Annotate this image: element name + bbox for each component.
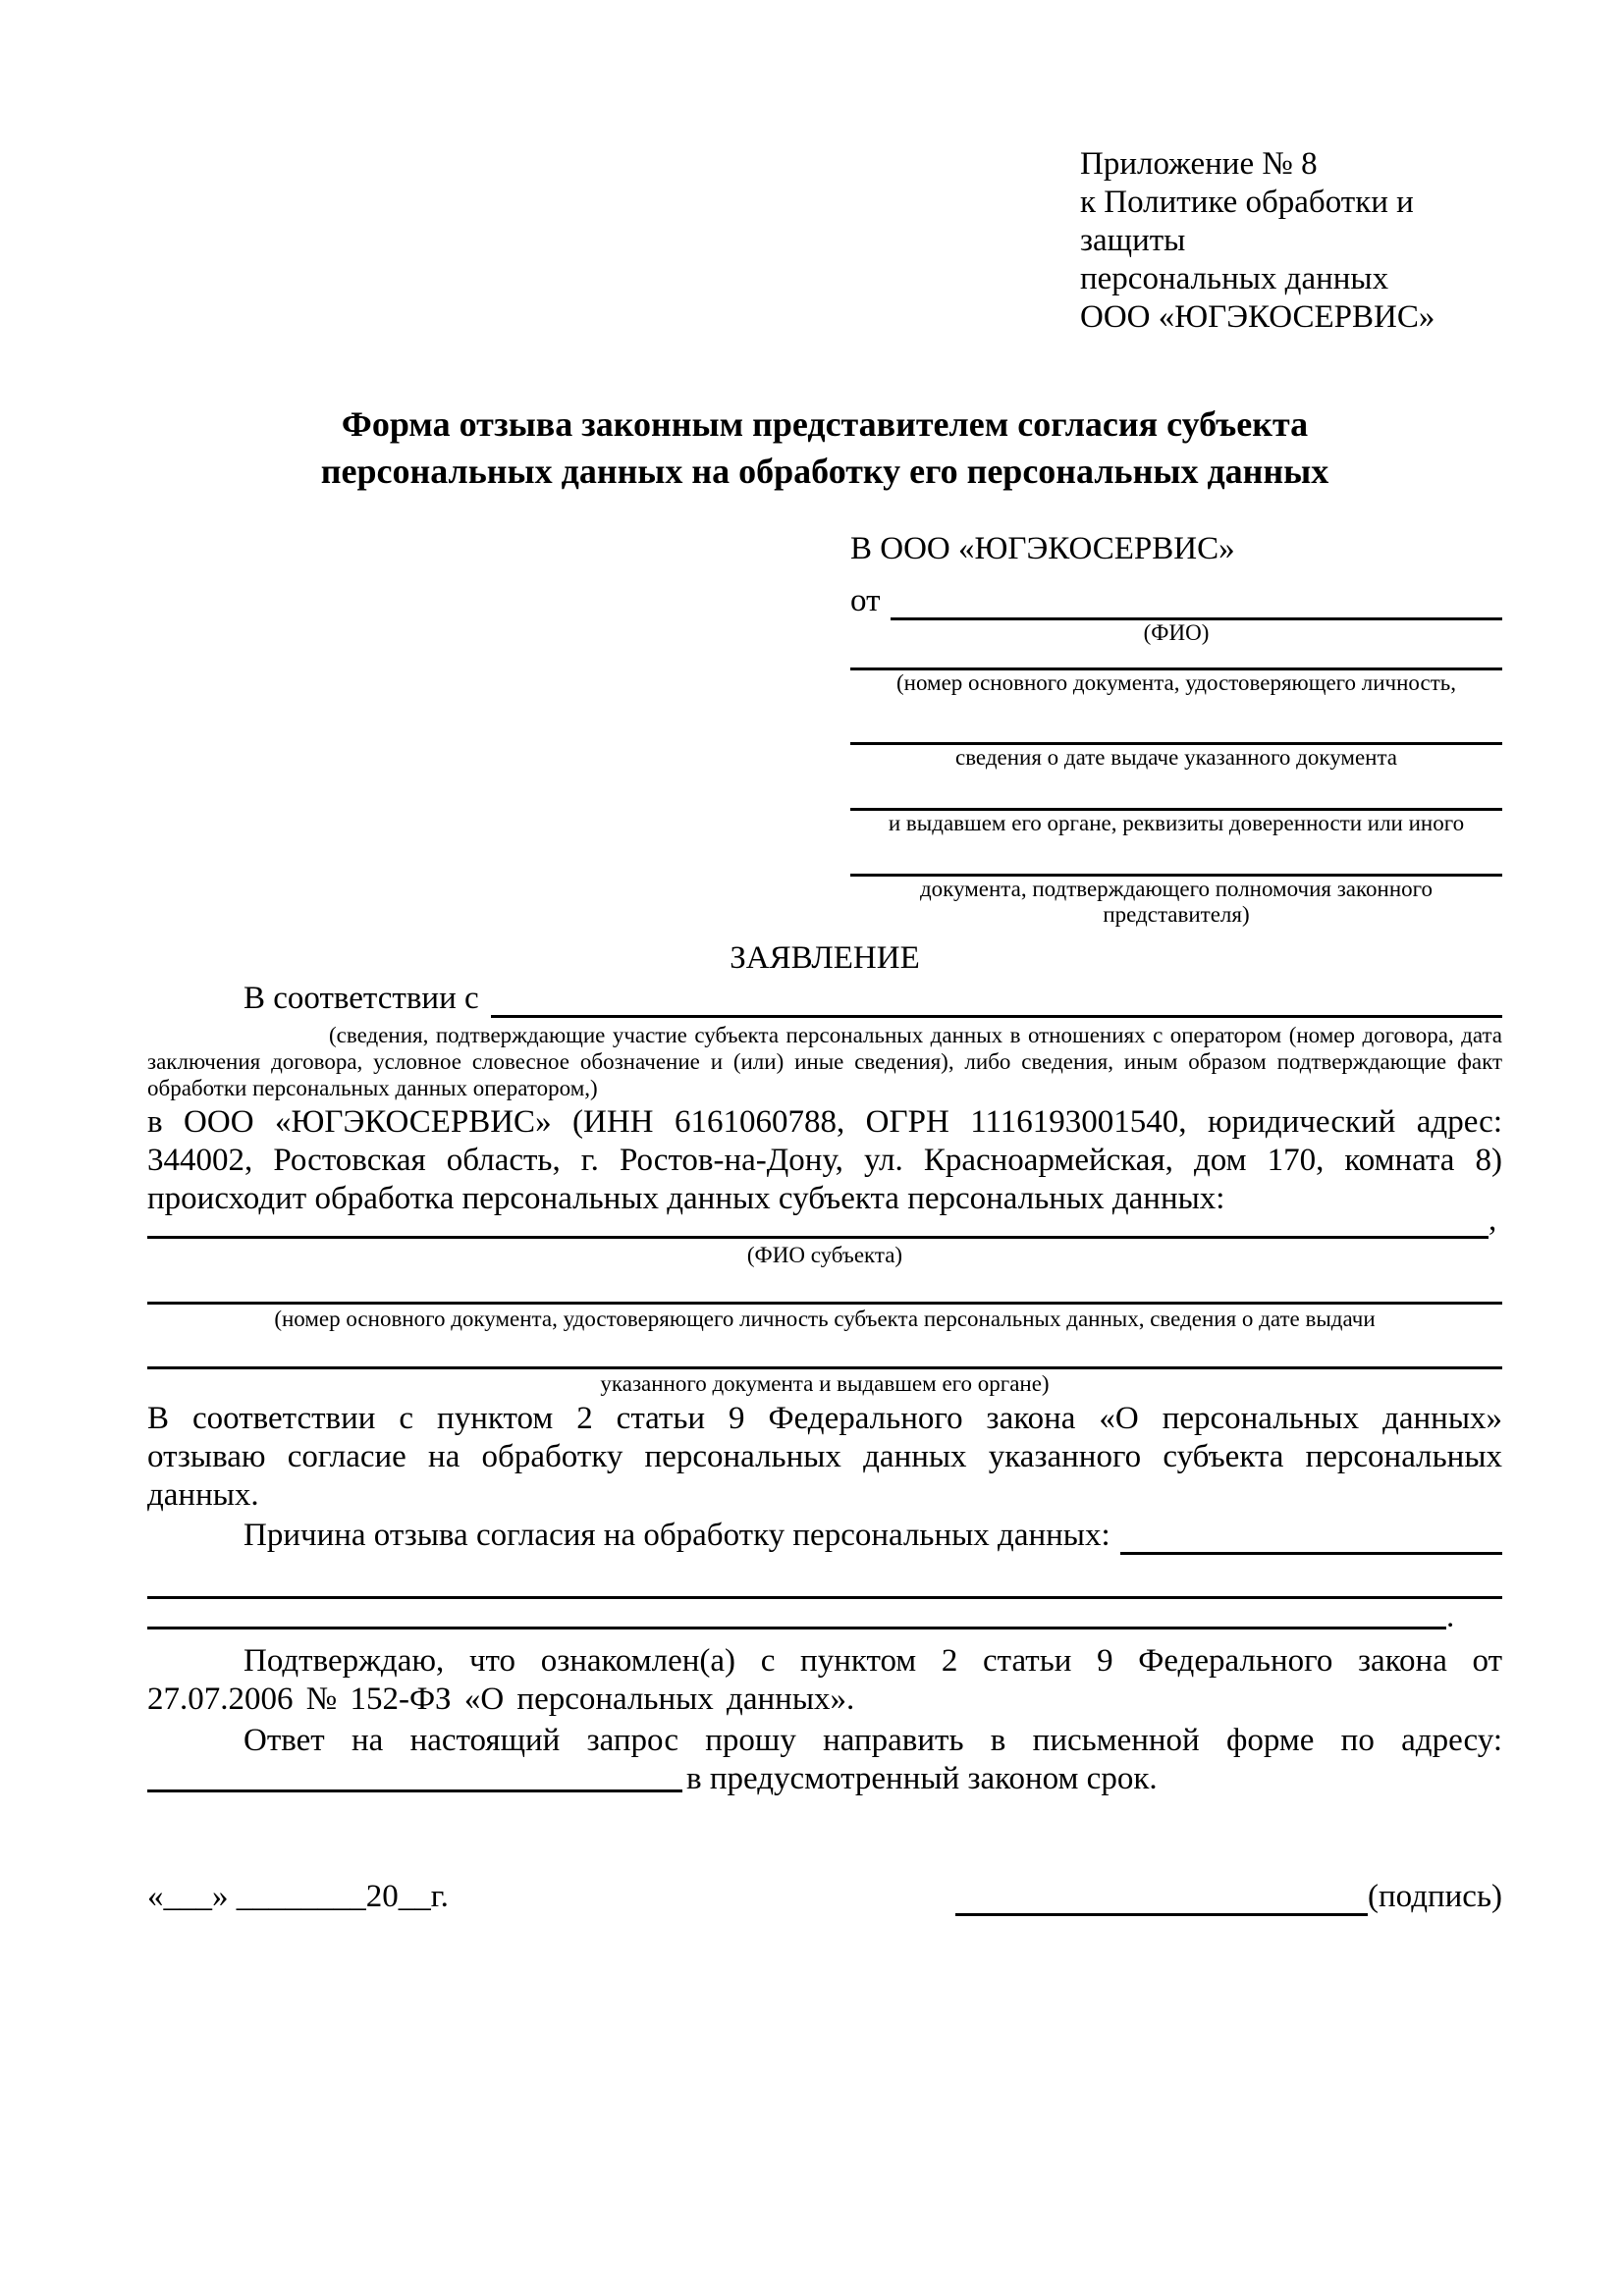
addressee-org: В ООО «ЮГЭКОСЕРВИС»: [850, 531, 1235, 566]
annex-reference: [1080, 145, 1512, 337]
fio-caption: (ФИО): [1143, 620, 1210, 645]
reply-tail: в предусмотренный законом срок.: [686, 1761, 1158, 1796]
reply-paragraph: Ответ на настоящий запрос прошу направить в письменной форме по адресу:: [244, 1723, 1502, 1758]
signature-caption: (подпись): [1368, 1879, 1502, 1914]
page-title-line-2: персональных данных на обработку его персональных данных: [320, 452, 1329, 491]
representative-doc-caption-4: документа, подтверждающего полномочия законного представителя): [919, 877, 1433, 927]
subject-fio-field-line[interactable]: [147, 1201, 1489, 1239]
subject-doc-caption-1: (номер основного документа, удостоверяющего личность субъекта персональных данных, сведения о дате выдачи: [274, 1307, 1376, 1331]
subject-fio-caption: (ФИО субъекта): [746, 1243, 903, 1267]
annex-line: к Политике обработки и защиты: [1080, 185, 1414, 258]
representative-doc-caption-1: (номер основного документа, удостоверяющего личность,: [895, 670, 1456, 695]
reason-extra-row-2: [147, 1598, 1502, 1634]
subject-fio-row: [147, 1201, 1502, 1239]
from-label: от: [850, 583, 881, 618]
reason-extra-field-line-2[interactable]: [147, 1598, 1446, 1629]
date-field[interactable]: «___» ________20__г.: [147, 1879, 449, 1914]
accordance-row: [147, 980, 1502, 1018]
reason-label: Причина отзыва согласия на обработку персональных данных:: [244, 1518, 1110, 1553]
subject-fio-comma: ,: [1489, 1202, 1497, 1238]
confirm-paragraph: Подтверждаю, что ознакомлен(а) с пунктом 2 статьи 9 Федерального закона от 27.07.2006 № 152-ФЗ «О персональных данных».: [147, 1643, 1502, 1717]
representative-fio-field-line[interactable]: [891, 582, 1503, 620]
reason-line-period: .: [1446, 1599, 1455, 1634]
annex-line: ООО «ЮГЭКОСЕРВИС»: [1080, 299, 1435, 335]
reply-address-row: [147, 1760, 1502, 1796]
page-title-line-1: Форма отзыва законным представителем согласия субъекта: [341, 404, 1309, 444]
page-title: [147, 400, 1502, 495]
accordance-label: В соответствии с: [244, 981, 479, 1016]
basis-caption: (сведения, подтверждающие участие субъекта персональных данных в отношениях с оператором (номер договора, дата заключения договора, условное словесное обозначение и (или) иные сведения), либо сведения, иным образом подтверждающие факт обработки персональных данных оператором,): [147, 1023, 1502, 1100]
subject-doc-field-line-2[interactable]: [147, 1366, 1502, 1369]
reason-row: [147, 1517, 1502, 1555]
representative-doc-caption-2: сведения о дате выдаче указанного документа: [954, 745, 1398, 770]
signature-field-line[interactable]: [955, 1878, 1368, 1916]
law-paragraph: В соответствии с пунктом 2 статьи 9 Федерального закона «О персональных данных» отзываю согласие на обработку персональных данных указанного субъекта персональных данных.: [147, 1401, 1502, 1513]
annex-line: персональных данных: [1080, 261, 1389, 296]
reply-address-field-line[interactable]: [147, 1760, 682, 1792]
annex-line: Приложение № 8: [1080, 146, 1318, 182]
signature-group: [955, 1878, 1502, 1916]
from-row: [850, 582, 1502, 620]
addressee-block: [850, 530, 1502, 928]
subject-doc-caption-2: указанного документа и выдавшем его органе): [600, 1371, 1050, 1396]
representative-doc-caption-3: и выдавшем его органе, реквизиты доверенности или иного: [888, 811, 1465, 835]
accordance-field-line[interactable]: [491, 980, 1502, 1018]
statement-heading: ЗАЯВЛЕНИЕ: [730, 940, 920, 976]
footer-row: [147, 1878, 1502, 1916]
reason-field-line[interactable]: [1120, 1517, 1502, 1555]
subject-doc-field-line-1[interactable]: [147, 1302, 1502, 1305]
operator-paragraph: в ООО «ЮГЭКОСЕРВИС» (ИНН 6161060788, ОГРН 1116193001540, юридический адрес: 344002, Ростовская область, г. Ростов-на-Дону, ул. Красноармейская, дом 170, комната 8) происходит обработка персональных данных субъекта персональных данных:: [147, 1104, 1502, 1216]
